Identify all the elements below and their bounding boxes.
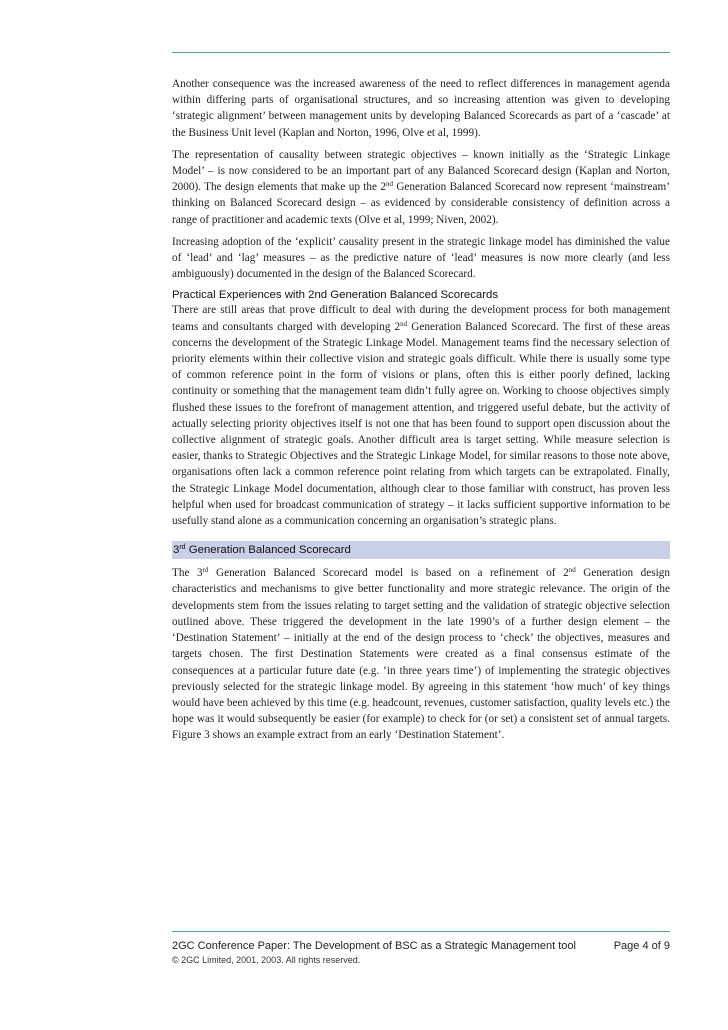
paragraph-practical-text-a: There are still areas that prove difficult to deal with during the development process for both management teams and consultants charged with developing 2 [172, 304, 670, 333]
heading-number: 3 [173, 544, 180, 557]
page-number: Page 4 of 9 [613, 940, 670, 952]
paragraph-3rd-generation [172, 565, 670, 743]
paragraph-causality [172, 147, 670, 228]
superscript-nd: nd [385, 180, 393, 189]
paragraph-practical-text-b: Generation Balanced Scorecard. The first of these areas concerns the development of the Strategic Linkage Model. Management teams find the necessary selection of priority elements within their collective vision and strategic goals difficult. While there is usually some type of common reference point in the form of visions or plans, often this is either poorly defined, lacking continuity or something that the management team didn’t fully agree on. Working to choose objectives simply flushed these issues to the forefront of management attention, and triggered useful debate, but the activity of actually selecting priority objectives itself is not one that has been found to support open discussion about the collective alignment of strategic goals. Another difficult area is target setting. While measure selection is easier, thanks to Strategic Objectives and the Strategic Linkage Model, for similar reasons to those note above, organisations often lack a common reference point relating from which targets can be extrapolated. Finally, the Strategic Linkage Model documentation, although clear to those familiar with construct, has proven less helpful when used for broadcast communication of strategy – it lacks sufficient supportive information to be usefully stand alone as a communication concerning an organisation’s strategic plans. [172, 320, 671, 528]
text-part-2: Generation Balanced Scorecard model is based on a refinement of 2 [208, 567, 569, 580]
header-rule [172, 52, 670, 53]
footer-rule [172, 931, 670, 932]
footer-row [172, 940, 670, 952]
page-content [172, 76, 670, 750]
footer-title: 2GC Conference Paper: The Development of BSC as a Strategic Management tool [172, 940, 576, 952]
page-footer [172, 931, 670, 965]
paragraph-cascade: Another consequence was the increased awareness of the need to reflect differences in management agenda within differing parts of organisational structures, and so increasing attention was given to developing ‘strategic alignment’ between management units by developing Balanced Scorecards as part of a ‘cascade’ at the Business Unit level (Kaplan and Norton, 1996, Olve et al, 1999). [172, 78, 670, 139]
paragraph-practical [172, 302, 670, 529]
paragraph-causality-text-a: The representation of causality between strategic objectives – known initially as the ‘Strategic Linkage Model’ – is now considered to be an important part of any Balanced Scorecard design (Kaplan and Norton, 2000). The design elements that make up the 2 [172, 148, 670, 194]
text-part-3: Generation design characteristics and mechanisms to give better functionality and more strategic relevance. The origin of the developments stem from the issues relating to target setting and the validation of strategic objective selection outlined above. These triggered the development in the late 1990’s of a further design element – the ‘Destination Statement’ – initially at the end of the design process to ‘check’ the objectives, measures and targets chosen. The first Destination Statements were created as a final consensus estimate of the consequences at a particular future date (e.g. ‘in three years time’) of implementing the strategic objectives previously selected for the strategic linkage model. By agreeing in this statement ‘how much’ of key things would have been achieved by this time (e.g. headcount, revenues, customer satisfaction, quality levels etc.) the hope was it would subsequently be easier (for example) to check for (or set) a consistent set of annual targets. Figure 3 shows an example extract from an early ‘Destination Statement’. [172, 567, 670, 742]
superscript-nd: nd [400, 319, 408, 328]
superscript-nd: nd [568, 566, 576, 575]
paragraph-causality-text-b: Generation Balanced Scorecard now represent ‘mainstream’ thinking on Balanced Scorecard design – as evidenced by considerable consistency of definition across a range of practitioner and academic texts (Olve et al, 1999; Niven, 2002). [172, 181, 670, 226]
heading-text: Generation Balanced Scorecard [185, 544, 351, 557]
superscript-rd: rd [202, 566, 209, 575]
paragraph-lead-lag: Increasing adoption of the ‘explicit’ causality present in the strategic linkage model has diminished the value of ‘lead’ and ‘lag’ measures – as the predictive nature of ‘lead’ measures is now more clearly (and less ambiguously) documented in the design of the Balanced Scorecard. [172, 235, 670, 281]
section-heading-3rd-generation [172, 541, 670, 559]
copyright-notice: © 2GC Limited, 2001, 2003. All rights reserved. [172, 955, 361, 965]
section-heading-practical: Practical Experiences with 2nd Generation Balanced Scorecards [172, 289, 499, 302]
text-part-1: The 3 [172, 567, 203, 580]
superscript-rd: rd [179, 544, 186, 552]
